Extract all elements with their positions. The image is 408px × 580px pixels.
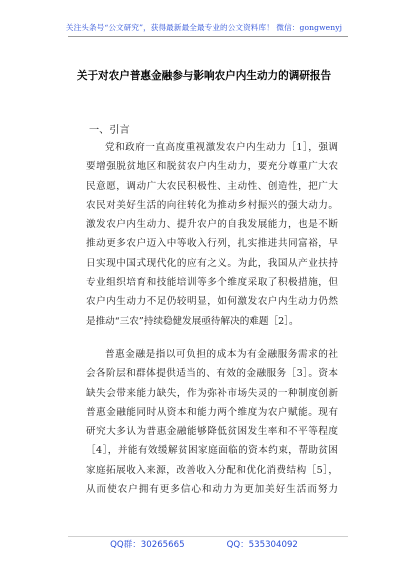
footer-qq: QQ：535304092 <box>226 540 298 550</box>
text-line: 缺失会带来能力缺失，作为弥补市场失灵的一种制度创新 <box>86 387 338 399</box>
document-title: 关于对农户普惠金融参与影响农户内生动力的调研报告 <box>76 70 332 82</box>
header-promo-note: 关注头条号“公文研究”，获得最新最全最专业的公文资料库！ 微信：gongwenyj <box>65 23 343 32</box>
text-line: 农民对美好生活的向往转化为推动乡村振兴的强大动力。 <box>86 199 338 211</box>
text-line: 会各阶层和群体提供适当的、有效的金融服务［3］。资本 <box>86 368 338 380</box>
text-line: 研究大多认为普惠金融能够降低贫困发生率和不平等程度 <box>86 426 338 438</box>
text-line: 普惠金融能同时从资本和能力两个维度为农户赋能。现有 <box>86 406 338 418</box>
text-line: 党和政府一直高度重视激发农户内生动力［1］，强调 <box>105 142 338 153</box>
text-line: ［4］，并能有效缓解贫困家庭面临的资本约束，帮助贫困 <box>86 445 338 457</box>
text-line: 推动更多农户迈入中等收入行列，扎实推进共同富裕，早 <box>86 238 338 250</box>
footer-qq-group: QQ群：30265665 <box>110 540 185 550</box>
text-line: 是推动“三农”持续稳健发展亟待解决的难题［2］。 <box>86 315 299 327</box>
text-line: 专业组织培育和技能培训等多个维度采取了积极措施，但 <box>86 277 338 289</box>
text-line: 激发农户内生动力、提升农户的自我发展能力，也是不断 <box>86 219 338 231</box>
header-divider <box>68 36 348 37</box>
text-line: 日实现中国式现代化的应有之义。为此，我国从产业扶持 <box>86 257 338 269</box>
paragraph-1 <box>86 138 338 331</box>
footer-contact <box>0 538 408 550</box>
text-line: 民意愿，调动广大农民积极性、主动性、创造性，把广大 <box>86 180 338 192</box>
footer-divider <box>68 536 348 537</box>
text-line: 从而使农户拥有更多信心和动力为更加美好生活而努力 <box>86 484 338 496</box>
text-line: 要增强脱贫地区和脱贫农户内生动力，要充分尊重广大农 <box>86 161 338 173</box>
text-line: 家庭拓展收入来源，改善收入分配和优化消费结构［5］， <box>86 464 338 476</box>
text-line: 农户内生动力不足仍较明显，如何激发农户内生动力仍然 <box>86 296 338 308</box>
section-heading: 一、引言 <box>89 125 130 136</box>
paragraph-2 <box>86 345 338 499</box>
text-line: 普惠金融是指以可负担的成本为有金融服务需求的社 <box>105 349 338 360</box>
